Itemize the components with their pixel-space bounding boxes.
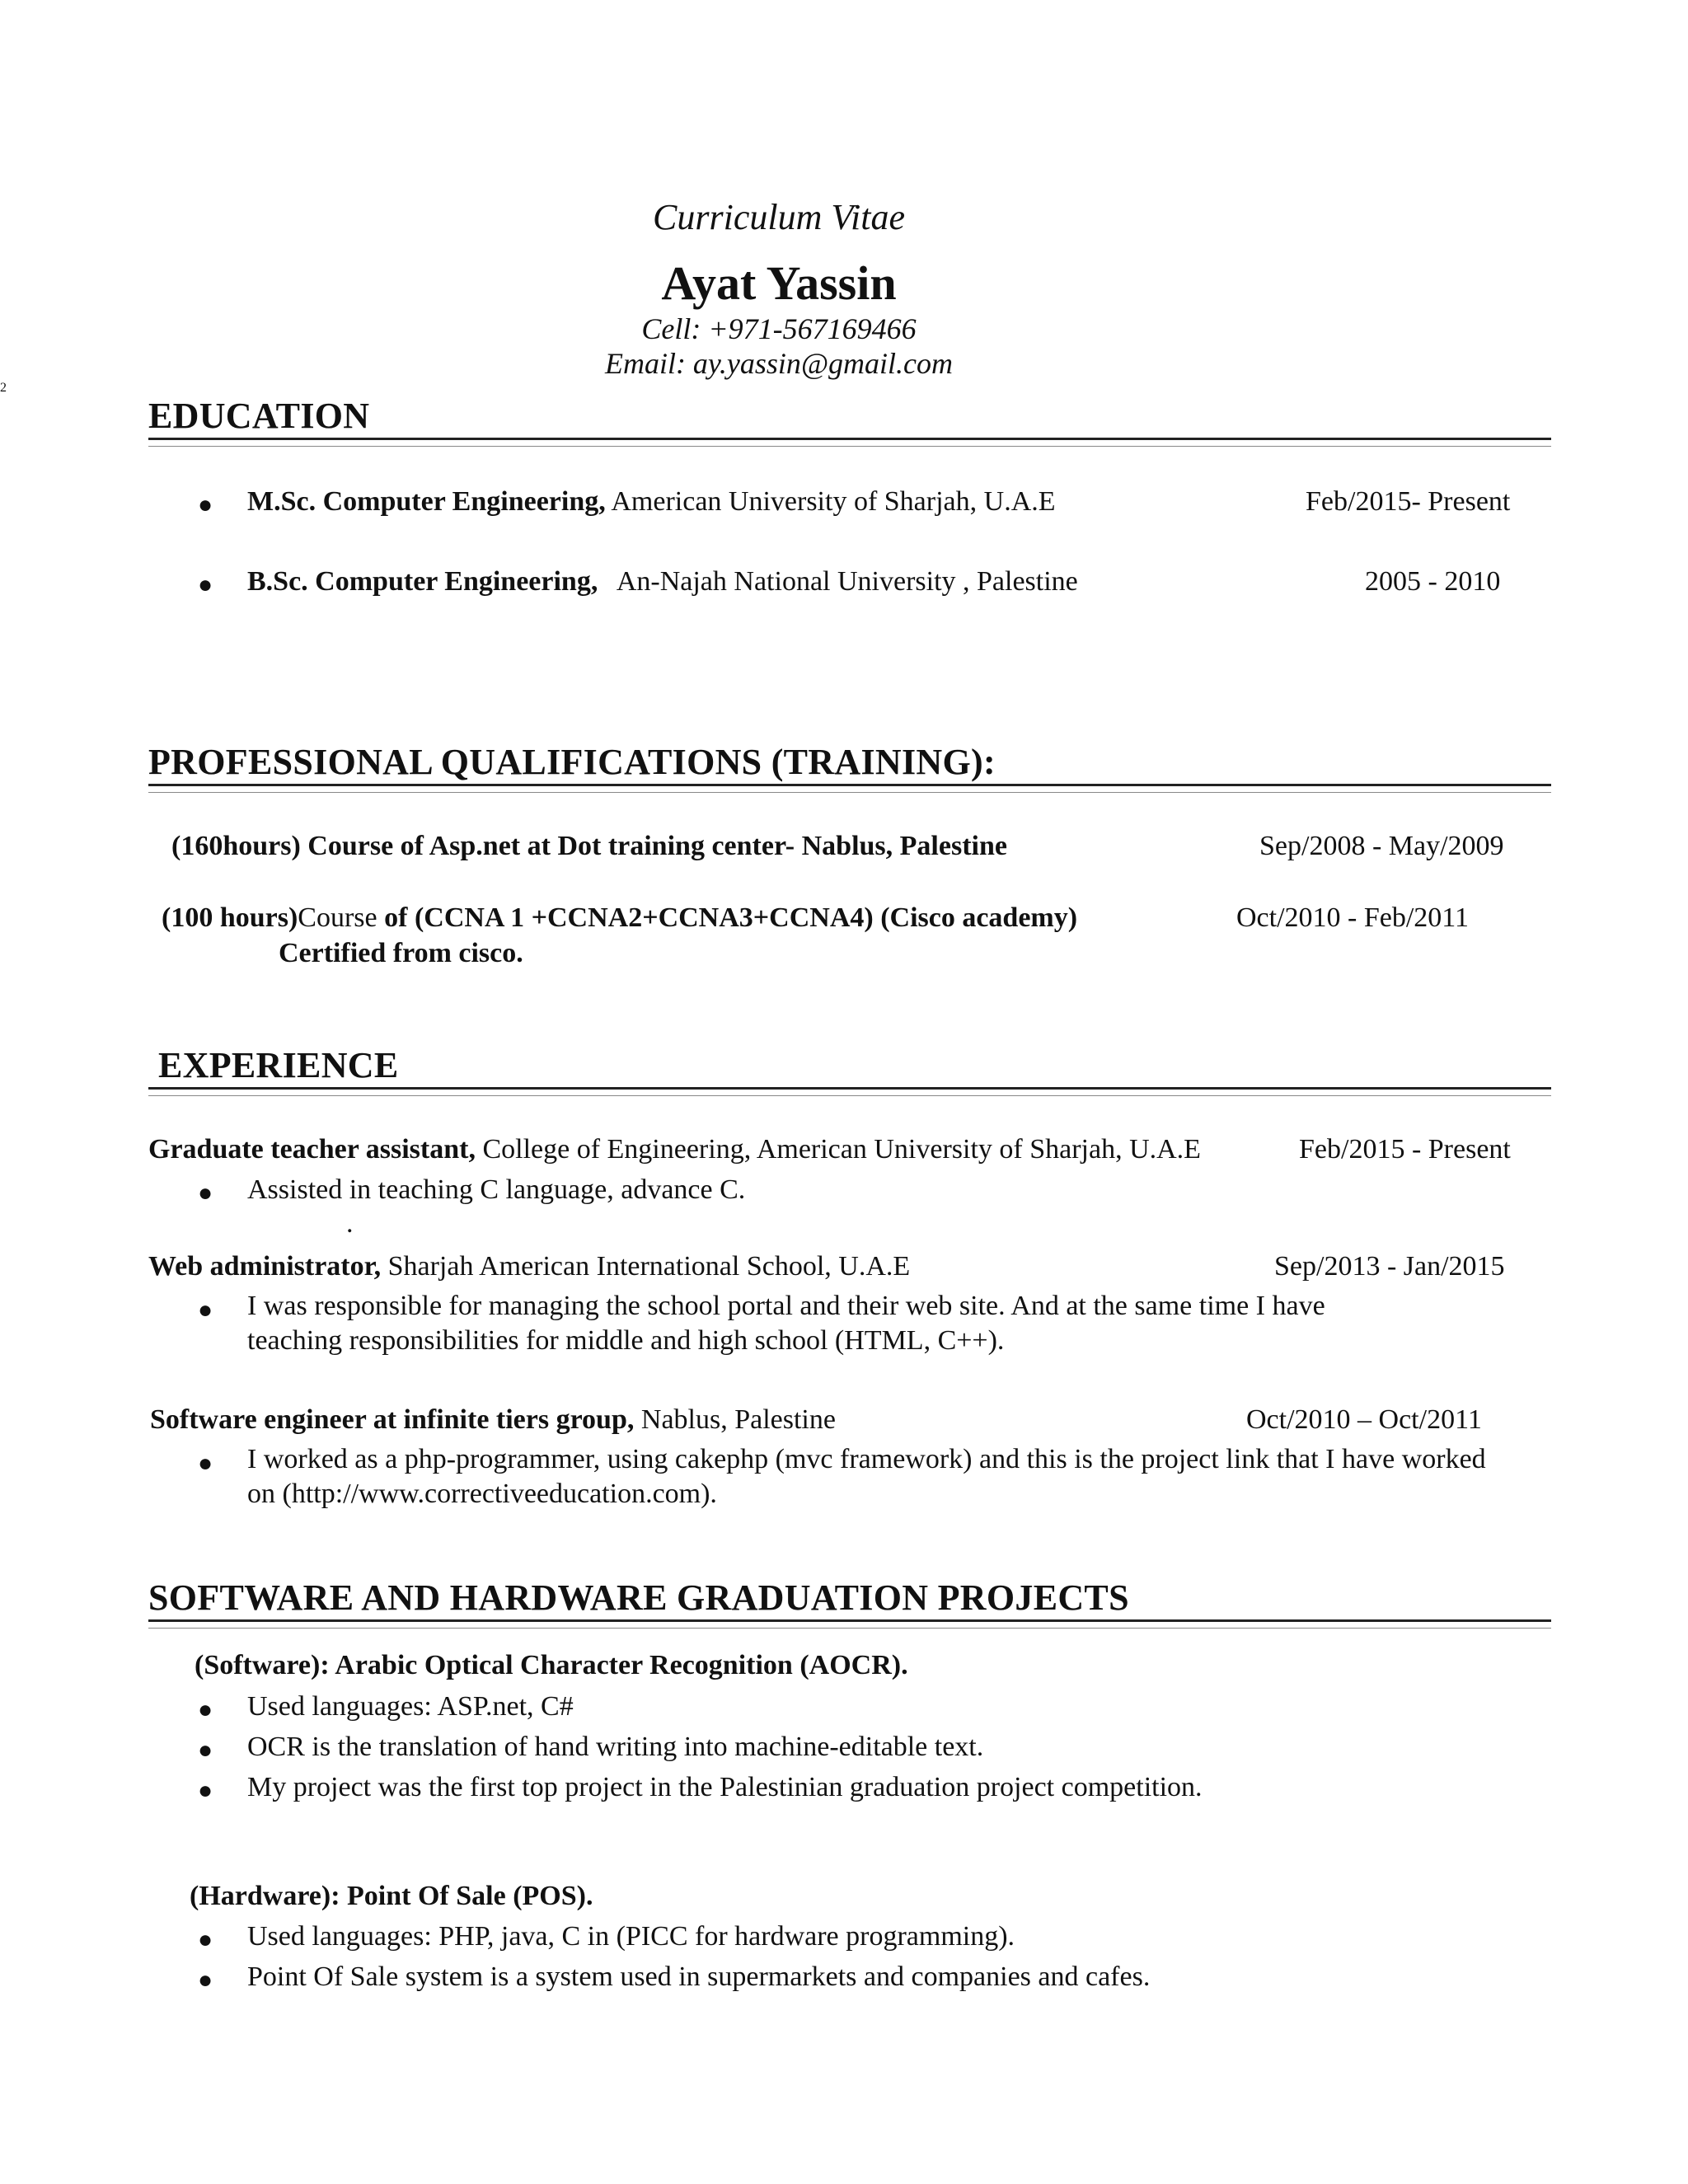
bullet-icon: ● bbox=[198, 1696, 213, 1723]
training-course-word: Course bbox=[298, 902, 377, 933]
section-title: EXPERIENCE bbox=[158, 1045, 399, 1085]
job-role: Web administrator, bbox=[148, 1251, 382, 1282]
degree: B.Sc. Computer Engineering, bbox=[247, 566, 598, 597]
training-dates: Oct/2010 - Feb/2011 bbox=[1236, 902, 1470, 933]
document-heading: Curriculum Vitae bbox=[653, 197, 905, 237]
email-address[interactable]: Email: ay.yassin@gmail.com bbox=[604, 347, 954, 380]
section-rule bbox=[148, 1619, 1551, 1622]
experience-section-header bbox=[148, 1037, 1551, 1096]
section-rule-thin bbox=[148, 792, 1551, 793]
project-heading: (Software): Arabic Optical Character Recognition (AOCR). bbox=[195, 1650, 908, 1680]
training-entry bbox=[162, 902, 1077, 934]
education-entry bbox=[247, 486, 1056, 518]
training-entry: (160hours) Course of Asp.net at Dot training center- Nablus, Palestine bbox=[171, 831, 1007, 861]
section-title: SOFTWARE AND HARDWARE GRADUATION PROJECTS bbox=[148, 1577, 1129, 1618]
job-dates: Feb/2015 - Present bbox=[1299, 1134, 1511, 1165]
section-rule-thin bbox=[148, 446, 1551, 447]
section-title: PROFESSIONAL QUALIFICATIONS (TRAINING): bbox=[148, 742, 996, 782]
job-dates: Oct/2010 – Oct/2011 bbox=[1246, 1404, 1482, 1435]
training-dates: Sep/2008 - May/2009 bbox=[1259, 831, 1504, 861]
bullet-icon: ● bbox=[198, 1450, 213, 1477]
project-heading: (Hardware): Point Of Sale (POS). bbox=[190, 1881, 593, 1911]
job-organization: College of Engineering, American University of Sharjah, U.A.E bbox=[482, 1134, 1201, 1165]
job-entry bbox=[148, 1134, 1201, 1165]
project-bullet: Point Of Sale system is a system used in supermarkets and companies and cafes. bbox=[247, 1961, 1151, 1992]
job-bullet-line: I worked as a php-programmer, using cakephp (mvc framework) and this is the project link that I have worked bbox=[247, 1444, 1486, 1474]
bullet-icon: ● bbox=[198, 571, 213, 598]
project-bullet: OCR is the translation of hand writing into machine-editable text. bbox=[247, 1732, 984, 1762]
bullet-icon: ● bbox=[198, 1966, 213, 1994]
margin-mark: 2 bbox=[0, 381, 7, 395]
job-bullet bbox=[247, 1442, 1486, 1511]
education-dates: Feb/2015- Present bbox=[1306, 486, 1511, 517]
job-dates: Sep/2013 - Jan/2015 bbox=[1274, 1251, 1505, 1282]
school: American University of Sharjah, U.A.E bbox=[611, 486, 1056, 517]
job-role: Graduate teacher assistant, bbox=[148, 1134, 476, 1165]
job-bullet-line: teaching responsibilities for middle and high school (HTML, C++). bbox=[247, 1325, 1005, 1356]
training-hours: (100 hours) bbox=[162, 902, 298, 933]
section-title: EDUCATION bbox=[148, 396, 370, 436]
bullet-icon: ● bbox=[198, 491, 213, 518]
bullet-icon: ● bbox=[198, 1777, 213, 1804]
section-rule bbox=[148, 1087, 1551, 1090]
education-entry bbox=[247, 566, 1078, 598]
bullet-icon: ● bbox=[198, 1736, 213, 1764]
bullet-icon: ● bbox=[198, 1926, 213, 1953]
project-bullet: Used languages: ASP.net, C# bbox=[247, 1691, 574, 1722]
training-section-header bbox=[148, 733, 1551, 793]
education-dates: 2005 - 2010 bbox=[1365, 566, 1501, 597]
job-bullet-line: on (http://www.correctiveeducation.com). bbox=[247, 1479, 717, 1509]
job-bullet: Assisted in teaching C language, advance C. bbox=[247, 1174, 746, 1205]
section-rule bbox=[148, 784, 1551, 786]
job-bullet bbox=[247, 1289, 1325, 1358]
school: An-Najah National University , Palestine bbox=[616, 566, 1078, 597]
education-section-header bbox=[148, 387, 1551, 447]
training-course-detail: of (CCNA 1 +CCNA2+CCNA3+CCNA4) (Cisco academy) bbox=[377, 902, 1078, 933]
job-organization: Sharjah American International School, U.A.E bbox=[387, 1251, 911, 1282]
job-entry bbox=[148, 1251, 910, 1282]
training-certification: Certified from cisco. bbox=[279, 938, 523, 968]
projects-section-header bbox=[148, 1569, 1551, 1629]
stray-mark: . bbox=[346, 1208, 354, 1239]
candidate-name: Ayat Yassin bbox=[661, 256, 897, 310]
section-rule-thin bbox=[148, 1095, 1551, 1096]
bullet-icon: ● bbox=[198, 1179, 213, 1207]
job-entry bbox=[150, 1404, 836, 1436]
project-bullet: Used languages: PHP, java, C in (PICC for hardware programming). bbox=[247, 1921, 1015, 1952]
job-bullet-line: I was responsible for managing the school portal and their web site. And at the same time I have bbox=[247, 1291, 1325, 1321]
bullet-icon: ● bbox=[198, 1296, 213, 1324]
section-rule-thin bbox=[148, 1628, 1551, 1629]
section-rule bbox=[148, 438, 1551, 440]
job-organization: Nablus, Palestine bbox=[640, 1404, 836, 1435]
degree: M.Sc. Computer Engineering, bbox=[247, 486, 606, 517]
job-role: Software engineer at infinite tiers group, bbox=[150, 1404, 635, 1435]
project-bullet: My project was the first top project in the Palestinian graduation project competition. bbox=[247, 1772, 1203, 1802]
cell-phone: Cell: +971-567169466 bbox=[641, 312, 917, 345]
